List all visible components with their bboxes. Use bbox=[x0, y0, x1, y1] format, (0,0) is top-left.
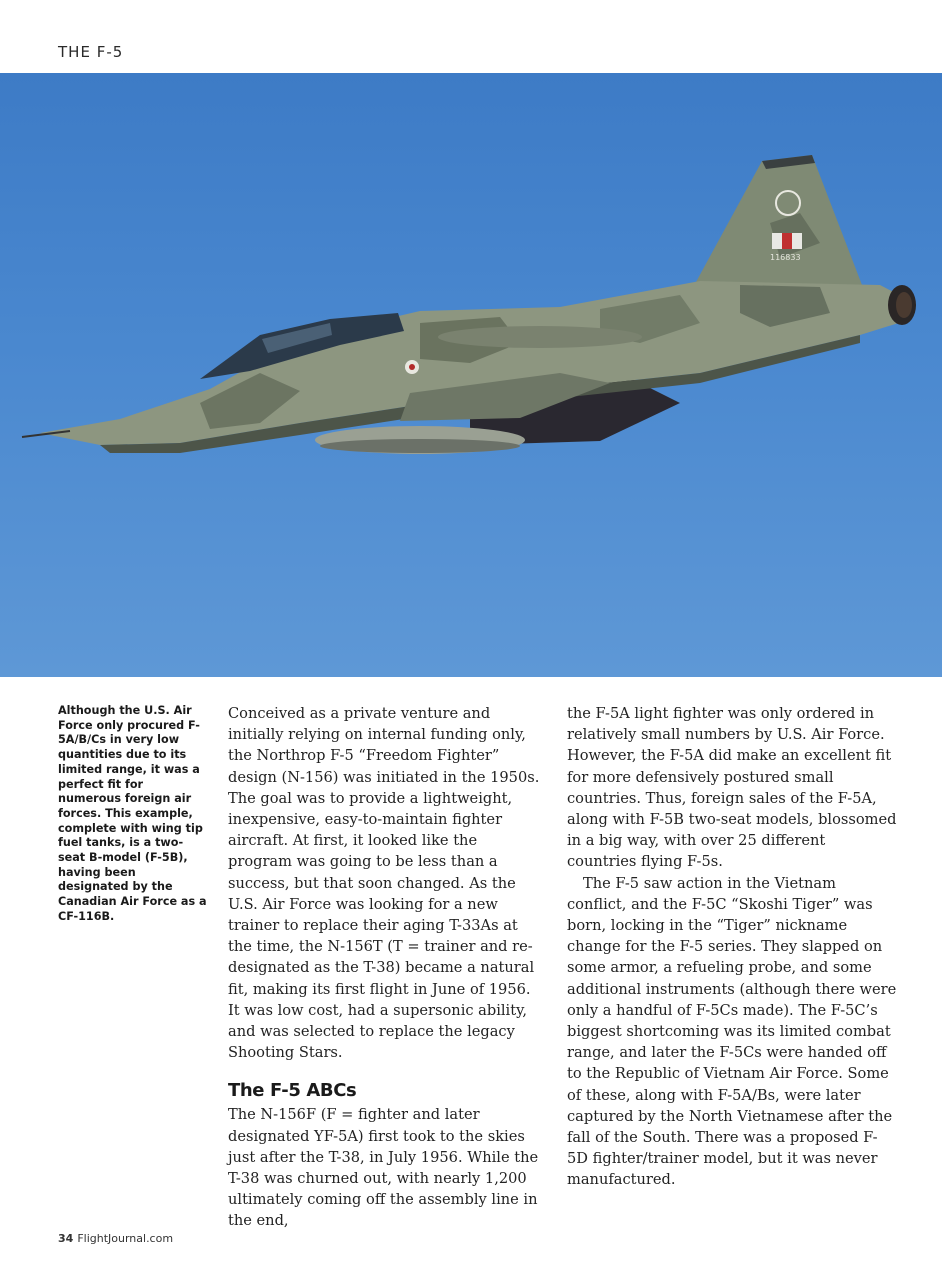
page-number: 34 bbox=[58, 1232, 74, 1245]
article-paragraph: the F-5A light fighter was only ordered in relatively small numbers by U.S. Air Force. However, the F-5A did make an excellent fit for more defensively postured small countries. Thus, foreign sales of the F-5A, along with F-5B two-seat models, blossomed in a big way, with over 25 different countries flying F-5s. bbox=[567, 705, 897, 871]
aircraft-illustration bbox=[0, 73, 942, 677]
article-column-2 bbox=[567, 703, 897, 1191]
article-subhead: The F-5 ABCs bbox=[228, 1080, 357, 1102]
article-paragraph: The F-5 saw action in the Vietnam conflict, and the F-5C “Skoshi Tiger” was born, locking in the “Tiger” nickname change for the F-5 series. They slapped on some armor, a refueling probe, and some additional instruments (although there were only a handful of F-5Cs made). The F-5C’s biggest shortcoming was its limited combat range, and later the F-5Cs were handed off to the Republic of Vietnam Air Force. Some of these, along with F-5A/Bs, were later captured by the North Vietnamese after the fall of the South. There was a proposed F-5D fighter/trainer model, but it was never manufactured. bbox=[567, 874, 897, 1189]
article-column-1 bbox=[228, 703, 544, 1232]
page-footer bbox=[58, 1232, 173, 1245]
aircraft-wingtip-tank bbox=[438, 326, 642, 348]
aircraft-serial: 116833 bbox=[770, 253, 801, 262]
photo-caption: Although the U.S. Air Force only procured F-5A/B/Cs in very low quantities due to its limited range, it was a perfect fit for numerous foreign air forces. This example, complete with wing tip fuel tanks, is a two-seat B-model (F-5B), having been designated by the Canadian Air Force as a CF-116B. bbox=[58, 704, 207, 923]
running-head-title: THE F-5 bbox=[58, 43, 124, 61]
article-paragraph: The N-156F (F = fighter and later designated YF-5A) first took to the skies just after the T-38, in July 1956. While the T-38 was churned out, with nearly 1,200 ultimately coming off the assembly line in the end, bbox=[228, 1106, 539, 1230]
aircraft-photo bbox=[0, 73, 942, 677]
article-paragraph: Conceived as a private venture and initially relying on internal funding only, the Northrop F-5 “Freedom Fighter” design (N-156) was initiated in the 1950s. The goal was to provide a lightweight, inexpensive, easy-to-maintain fighter aircraft. At first, it looked like the program was going to be less than a success, but that soon changed. As the U.S. Air Force was looking for a new trainer to replace their aging T-33As at the time, the N-156T (T = trainer and re-designated as the T-38) became a natural fit, making its first flight in June of 1956. It was low cost, had a supersonic ability, and was selected to replace the legacy Shooting Stars. bbox=[228, 705, 540, 1062]
site-name: FlightJournal.com bbox=[77, 1232, 174, 1245]
